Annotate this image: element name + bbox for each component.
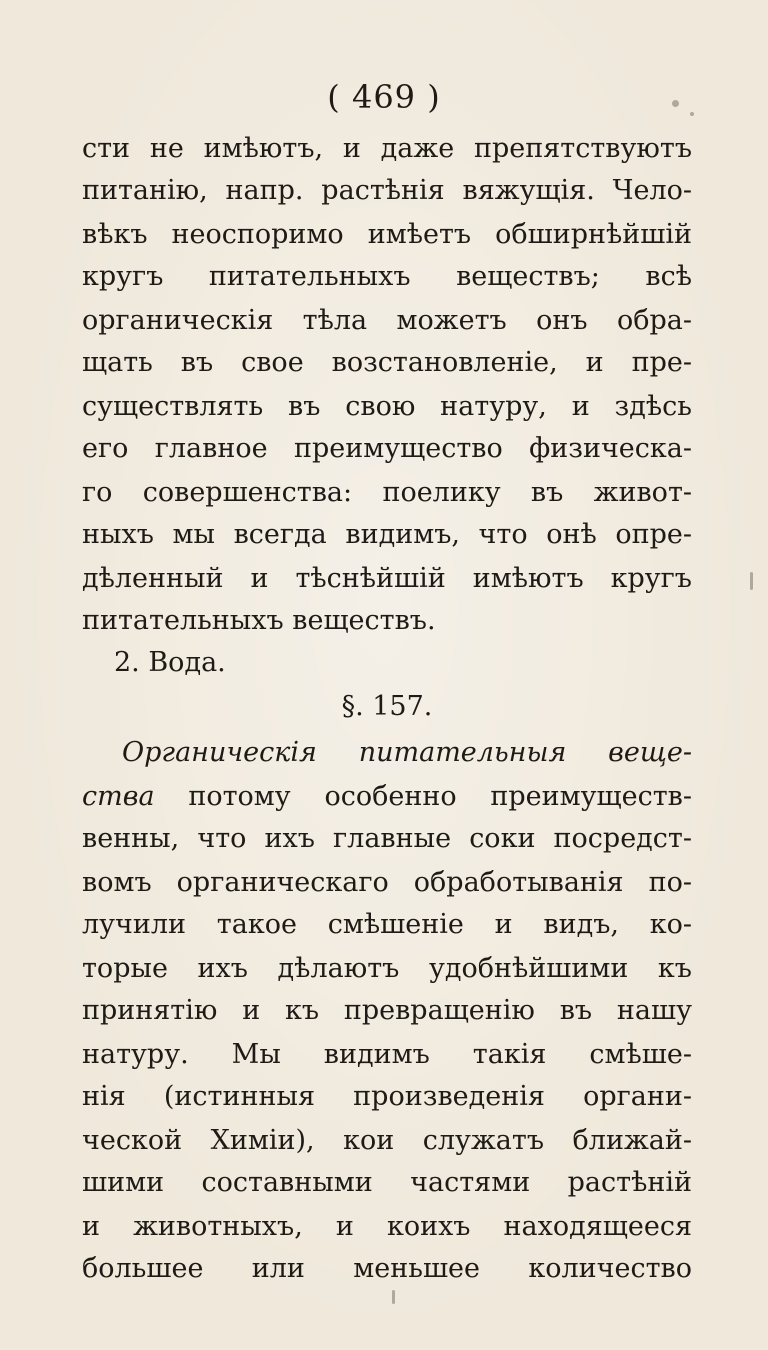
text-line: шими составными частями растѣній [82,1167,692,1198]
text-fragment: потому особенно преимуществ- [154,781,692,812]
text-line: существлять въ свою натуру, и здѣсь [82,391,692,422]
text-line: венны, что ихъ главные соки посредст- [82,823,692,854]
text-line: вомъ органическаго обработыванія по- [82,867,692,898]
text-line: органическія тѣла можетъ онъ обра- [82,305,692,336]
text-line: принятію и къ превращенію въ нашу [82,995,692,1026]
text-line: питанію, напр. растѣнія вяжущія. Чело- [82,175,692,206]
paper-speck [690,112,694,116]
text-line: ческой Химіи), кои служатъ ближай- [82,1125,692,1156]
text-line: натуру. Мы видимъ такія смѣше- [82,1039,692,1070]
text-line: и животныхъ, и коихъ находящееся [82,1211,692,1242]
text-line: вѣкъ неоспоримо имѣетъ обширнѣйшій [82,219,692,250]
paragraph-lead: Органическія питательныя веще- [122,737,692,768]
paper-speck [392,1290,395,1304]
text-line: кругъ питательныхъ веществъ; всѣ [82,261,692,292]
text-line: ныхъ мы всегда видимъ, что онѣ опре- [82,519,692,550]
text-line: лучили такое смѣшеніе и видъ, ко- [82,909,692,940]
text-line: нія (истинныя произведенія органи- [82,1081,692,1112]
page-number: ( 469 ) [327,78,441,116]
text-line: торые ихъ дѣлаютъ удобнѣйшими къ [82,953,692,984]
text-line: щать въ свое возстановленіе, и пре- [82,347,692,378]
text-line: го совершенства: поелику въ живот- [82,477,692,508]
italic-word: ства [82,781,155,812]
section-heading: 2. Вода. [114,647,226,678]
text-line: дѣленный и тѣснѣйшій имѣютъ кругъ [82,563,692,594]
text-line: питательныхъ веществъ. [82,605,436,636]
text-line-mixed [82,776,692,818]
paper-speck [672,100,679,107]
text-line: большее или меньшее количество [82,1253,692,1284]
paragraph-number: §. 157. [341,691,433,722]
text-line: сти не имѣютъ, и даже препятствуютъ [82,133,692,164]
paper-speck [750,572,753,590]
text-line: его главное преимущество физическа- [82,433,692,464]
